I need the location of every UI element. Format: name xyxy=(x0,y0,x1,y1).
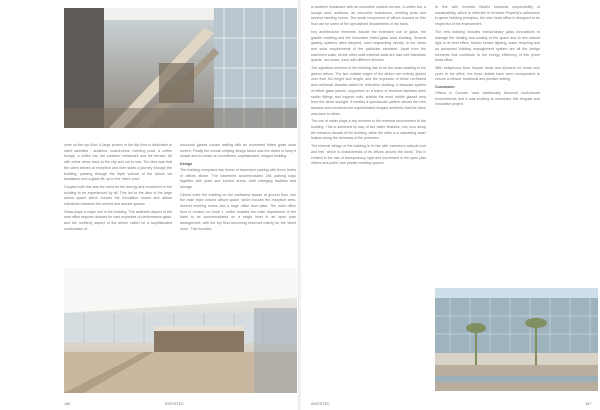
right-text-column-2 xyxy=(435,5,540,110)
page-number-right xyxy=(585,402,591,406)
paragraph: zone on the top floor. A large portion of the top floor is dedicated to client activities - auditoria, boardrooms, meeting pods, a coffee lounge, a coffee bar, the canteen/ restaurant and the terrace. All with prime views back to the city and out to sea. The idea was that the client arrives at reception and then starts a journey through the building, passing through the triple volume of the atrium via escalators and a glass lift, up to the 'client zone'. xyxy=(64,143,172,182)
reception-lobby-photo xyxy=(64,268,297,393)
paragraph: Coupled with this was the need for the energy and movement in the building to be experienced by all. This led to the idea of the large atrium space which houses the circulation routes and allows interaction between the served and service spaces. xyxy=(64,184,172,207)
running-footer-left xyxy=(165,402,184,406)
section-heading-design: Design xyxy=(180,162,192,167)
folio-text: INVESTEC xyxy=(311,402,330,406)
section-heading-conclusion: Conclusion xyxy=(435,85,455,90)
paragraph: The building comprises two levels of basement parking with three levels of offices above. The basement accommodates 284 parking bays together with plant and service areas, staff changing facilities and storage. xyxy=(180,167,296,189)
right-page xyxy=(301,0,600,410)
paragraph: The signature element of the building has to be the solar shading to the glazed atrium. The two outside edges of the atrium are entirely glazed over their full height and length, and the exposure of these northwest and northeast facades called for extensive shading. A bespoke system of fritted glass panels, supported on a frame of brushed stainless steel spider fittings and support rods, shields the most visible glazed area from the direct sunlight. It creates a spectacular pattern across the new facades and reinforces the sophisticated elegant aesthetic that the client was keen to attain. xyxy=(311,66,426,116)
paragraph: With indigenous flora, bicycle racks and showers for those who cycle to the office, the tread details have been incorporated to ensure a vibrant, functional and positive setting. xyxy=(435,66,540,82)
paragraph: Key architectural elements include the extensive use of glass, the granite cladding and the innovative fritted-glass solar shading. Several glazing systems were adopted, each responding directly to the views and solar requirements of the particular elevation. Apart from the basement walls, all the other solid external walls are clad with Namibian granite, two tones, each with different finishes. xyxy=(311,29,426,63)
exterior-building-photo xyxy=(435,288,598,391)
paragraph: In line with Investec Bank's business responsibility of sustainability, which is reflected in Investec Property's adherence to green building principles, the new head office is designed to be respectful of the environment. xyxy=(435,5,540,27)
reception-lobby-image xyxy=(64,268,297,393)
paragraph: The use of water plays a key element to the external environment of the building. This is achieved by way of two water features, one runs along the entrance facade of the building, while the other is a cascading water feature along the driveway of the premises. xyxy=(311,119,426,141)
atrium-interior-photo xyxy=(64,8,297,128)
paragraph: The internal design of the building is in line with Investec's cultural look and feel, which is characteristic of its offices around the world. This is evident in the use of transparency, light and movement in the open plan offices and public and private meeting spaces. xyxy=(311,144,426,166)
left-text-column-2 xyxy=(180,143,296,235)
left-page xyxy=(0,0,299,410)
paragraph: structural glazed curtain walling with an exuberant fritted glass solar screen. Finally the overall unifying design factor was the desire to keep it simple and to create an uncluttered, sophisticated, elegant building. xyxy=(180,143,296,159)
paragraph: a canteen/ restaurant with an executive outdoor terrace, a coffee bar, a lounge area, auditoria, an executive boardroom, meeting pods and several meeting rooms. The small component of offices housed on this floor are for some of the specialised departments of the bank. xyxy=(311,5,426,27)
folio-text: INVESTEC xyxy=(165,402,184,406)
folio-number: 187 xyxy=(585,402,592,406)
atrium-interior-image xyxy=(64,8,297,128)
paragraph: Glass plays a major role in the building. The aesthetic aspect of the new office requires allowed for vast expanses of performance glass, and the northerly aspect of the atrium called for a sophisticated combination of xyxy=(64,209,173,231)
paragraph: Offices in Gorham have traditionally favoured multi-tenant environments and it was exciting to undertake this singular and innovative project. xyxy=(435,90,540,107)
paragraph: Clients enter the building on the northwest facade at ground floor, into the main triple volume atrium space, which houses the reception area, several meeting rooms and a large office floor plate. The main office floor is housed on Level 1, which enables the main department of the bank to be accommodated on a single level in an open plan arrangement, with the top floor becoming reserved mainly for the 'client zone'. This includes xyxy=(180,192,296,231)
page-number-left xyxy=(64,402,70,406)
running-footer-right xyxy=(311,402,330,406)
right-text-column-1 xyxy=(311,5,426,169)
paragraph: The new building includes extraordinary glass innovations to manage the heating and cooling of the space and to use natural light to its best effect. Motion sensor lighting, water recycling and an advanced building management system are all the design elements that contribute to the energy efficiency of this prime head office. xyxy=(435,29,540,63)
exterior-building-image xyxy=(435,288,598,391)
folio-number: 186 xyxy=(64,402,71,406)
left-text-column-1 xyxy=(64,143,172,235)
